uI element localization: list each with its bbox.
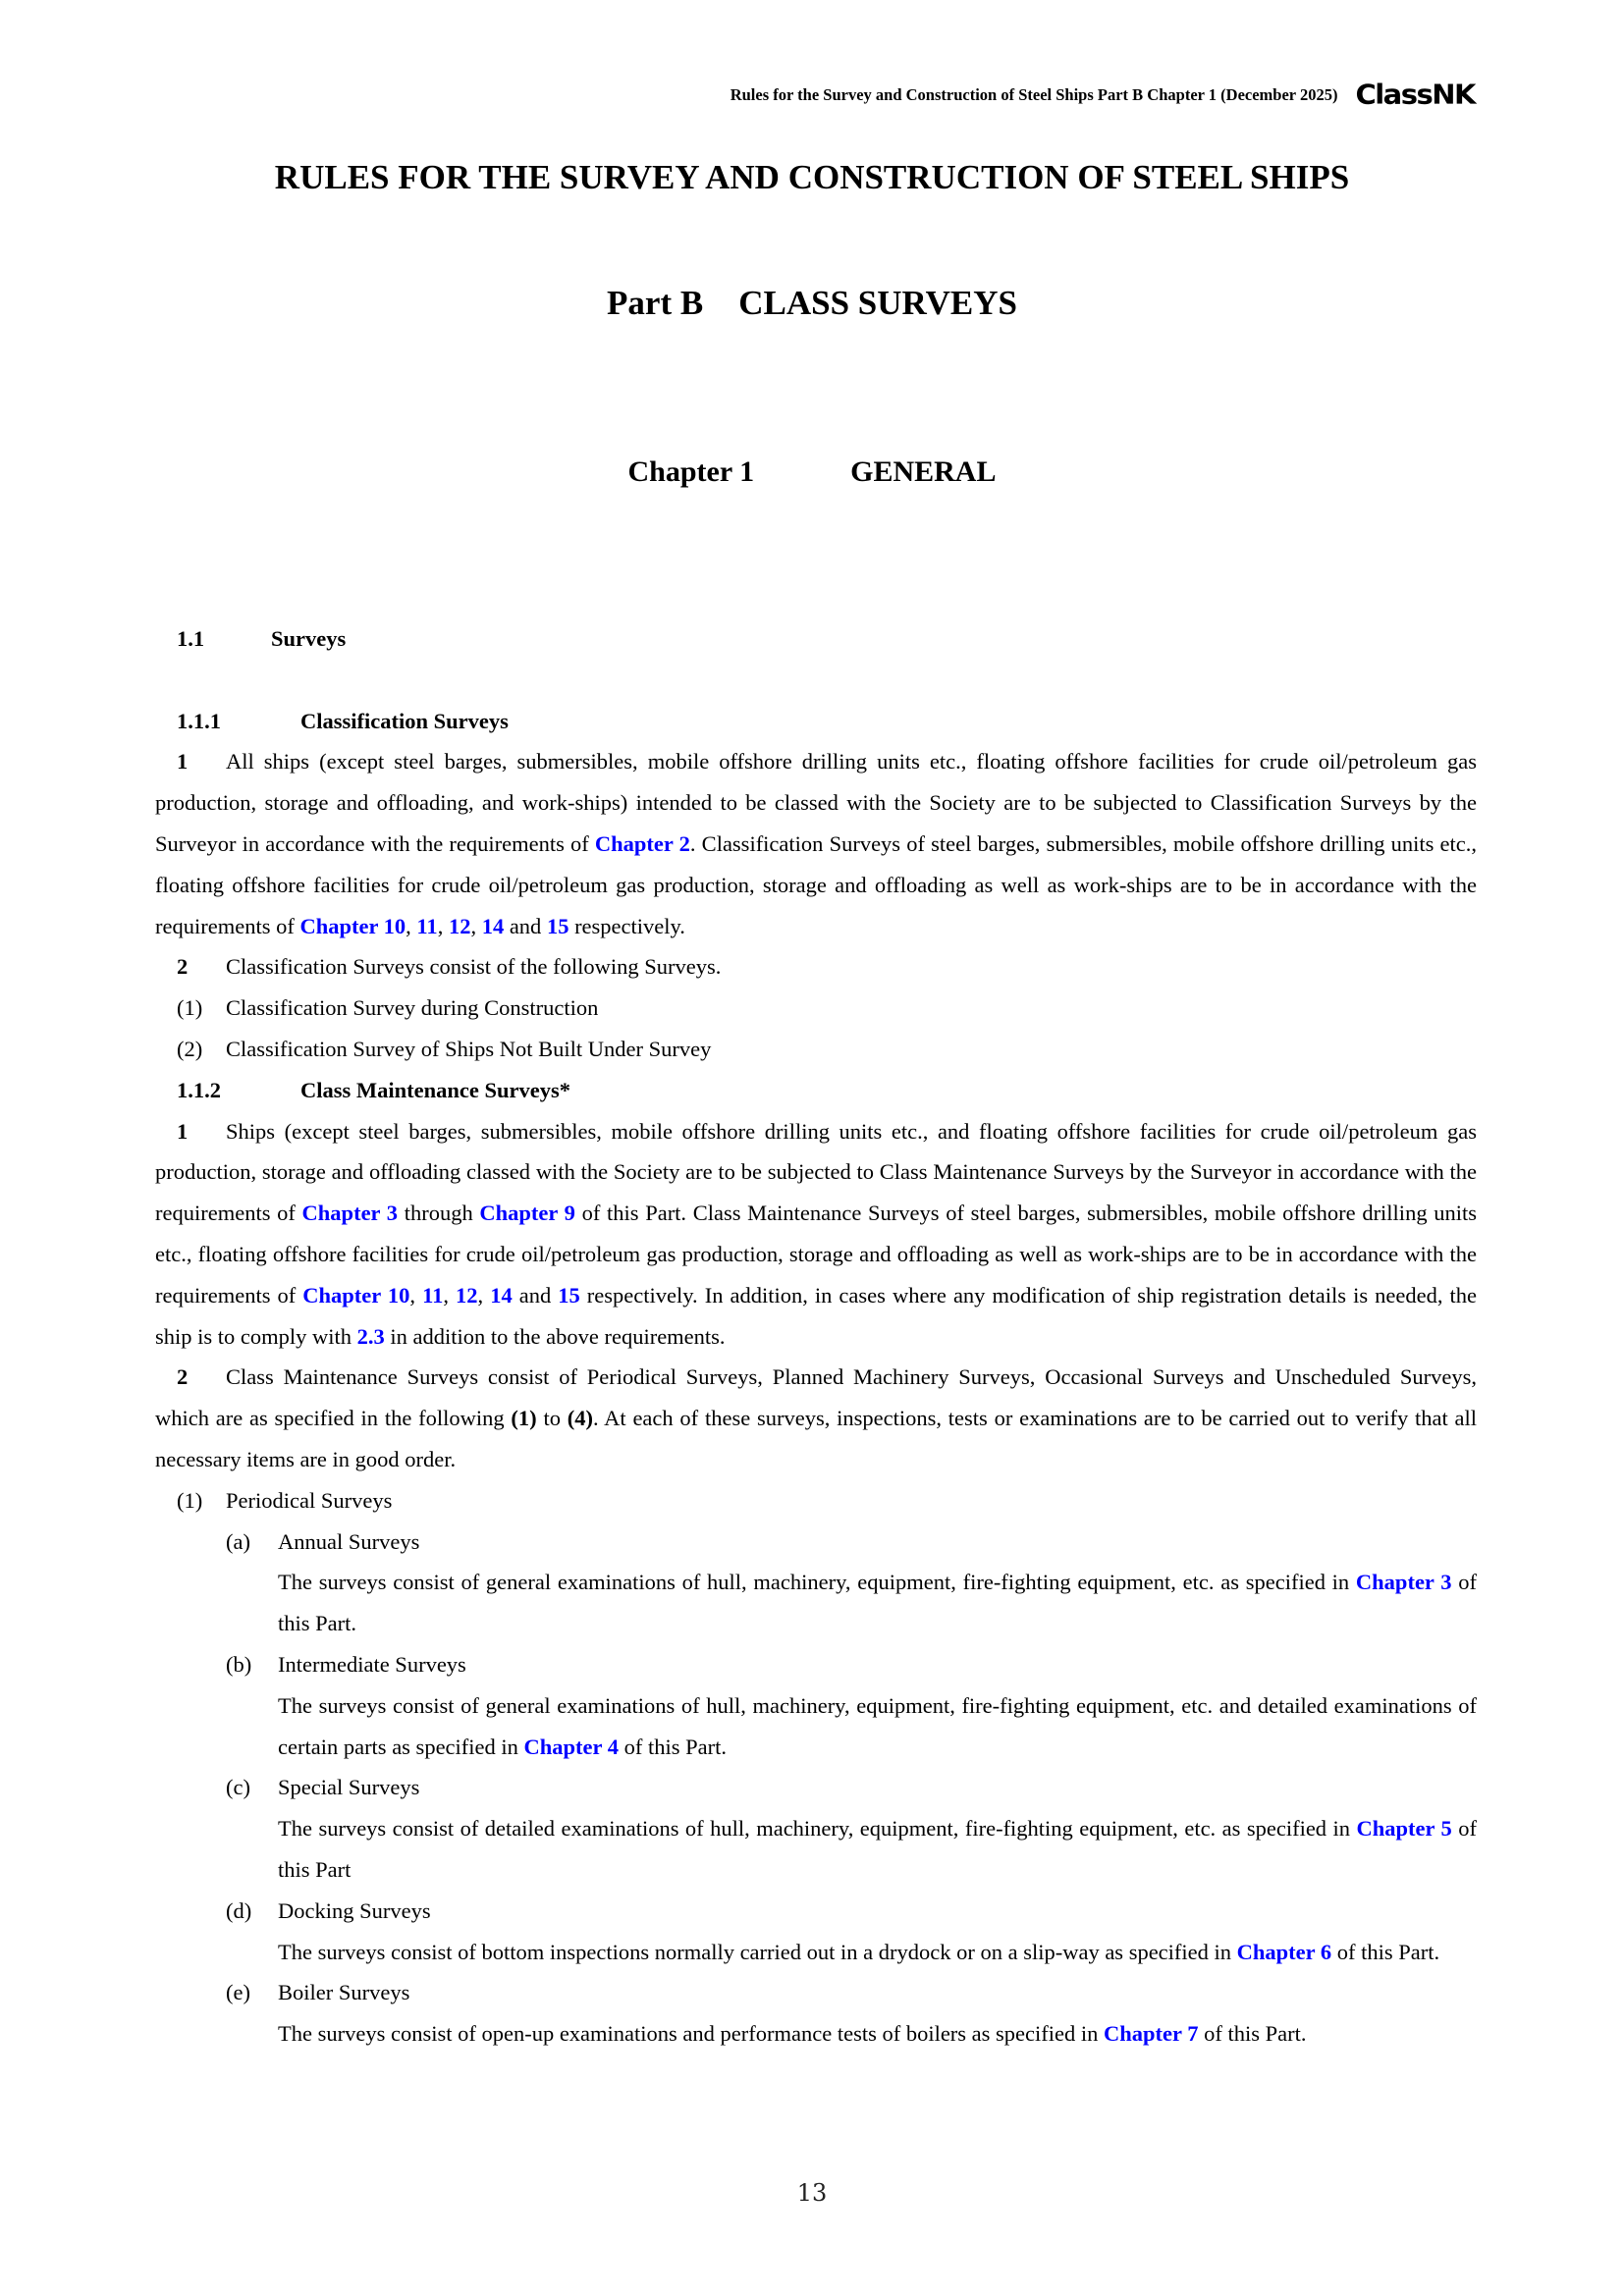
sub-item-heading: Docking Surveys (278, 1897, 431, 1923)
section-heading-1-1-1 (155, 701, 1477, 742)
sub-item-title (155, 1891, 1477, 1932)
link-chapter-7[interactable]: Chapter 7 (1104, 2021, 1199, 2047)
sub-item-label: (e) (226, 1980, 250, 2005)
sub-item-heading: Special Surveys (278, 1775, 420, 1800)
paragraph-text: Classification Surveys consist of the following Surveys. (226, 954, 722, 980)
separator: , (409, 1282, 423, 1308)
document-body (155, 618, 1477, 2055)
part-label: Part B (607, 284, 704, 322)
paragraph-text: of this Part (278, 1816, 1477, 1882)
chapter-label: Chapter 1 (627, 455, 755, 488)
paragraph-text: The surveys consist of general examinations of hull, machinery, equipment, fire-fighting equipment, etc. and detailed examinations of certain parts as specified in (278, 1692, 1477, 1759)
separator: , (406, 913, 417, 938)
link-chapter-3[interactable]: Chapter 3 (1355, 1570, 1452, 1595)
paragraph-text: The surveys consist of general examinations of hull, machinery, equipment, fire-fighting equipment, etc. as specified in (278, 1570, 1356, 1595)
sub-item-label: (c) (226, 1775, 250, 1800)
separator: , (470, 913, 482, 938)
paragraph-text: of this Part. (278, 1570, 1477, 1636)
link-chapter-14[interactable]: 14 (490, 1282, 513, 1308)
paragraph-1-1-2-1 (155, 1111, 1477, 1358)
section-heading-1-1-2 (155, 1070, 1477, 1111)
link-chapter-12[interactable]: 12 (448, 913, 471, 938)
part-title (0, 284, 1624, 323)
link-chapter-15[interactable]: 15 (546, 913, 569, 938)
paragraph-number: 2 (177, 1364, 189, 1390)
part-name: CLASS SURVEYS (738, 284, 1017, 322)
separator: , (437, 913, 449, 938)
link-chapter-10[interactable]: Chapter 10 (299, 913, 406, 938)
link-chapter-15[interactable]: 15 (558, 1282, 580, 1308)
paragraph-text: Class Maintenance Surveys consist of Periodical Surveys, Planned Machinery Surveys, Occasional Surveys and Unscheduled Surveys, which are as specified in the following (155, 1364, 1477, 1431)
list-item-label: (1) (177, 1487, 203, 1513)
paragraph-text: of this Part. (619, 1734, 727, 1759)
paragraph-text: . At each of these surveys, inspections, tests or examinations are to be carried out to verify that all necessary items are in good order. (155, 1406, 1477, 1471)
sub-item-label: (b) (226, 1651, 252, 1677)
paragraph-text: The surveys consist of detailed examinations of hull, machinery, equipment, fire-fighting equipment, etc. as specified in (278, 1816, 1357, 1842)
section-title: Class Maintenance Surveys* (300, 1077, 570, 1102)
paragraph-text: The surveys consist of bottom inspections normally carried out in a drydock or on a slip-way as specified in (278, 1939, 1237, 1964)
list-item-text: Classification Survey of Ships Not Built Under Survey (226, 1036, 712, 1061)
list-item-label: (1) (177, 995, 203, 1021)
list-item (155, 1029, 1477, 1070)
link-chapter-11[interactable]: 11 (422, 1282, 444, 1308)
paragraph-text: in addition to the above requirements. (384, 1323, 726, 1349)
sub-item-text (155, 1808, 1477, 1891)
link-chapter-14[interactable]: 14 (481, 913, 505, 938)
paragraph-text: respectively. In addition, in cases where any modification of ship registration details is needed, the ship is to comply with (155, 1282, 1478, 1349)
separator: and (504, 913, 547, 938)
paragraph-text: of this Part. (1331, 1939, 1440, 1964)
sub-item-title (155, 1972, 1477, 2013)
list-item (155, 988, 1477, 1029)
classnk-logo: ClassNK (1355, 78, 1475, 111)
section-number: 1.1.2 (177, 1077, 221, 1102)
paragraph-number: 1 (177, 749, 189, 774)
section-number: 1.1 (177, 626, 205, 651)
item-reference: (1) (511, 1406, 537, 1431)
sub-item-text (155, 1685, 1477, 1768)
paragraph-text: Ships (except steel barges, submersibles, mobile offshore drilling units etc., and floating offshore facilities for crude oil/petroleum gas production, storage and offloading classed with the Society are to be subjected to Class Maintenance Surveys by the Surveyor in accordance with the requirements of (155, 1118, 1477, 1226)
list-item-text: Periodical Surveys (226, 1487, 393, 1513)
running-header-title: Rules for the Survey and Construction of Steel Ships Part B Chapter 1 (December 2025) (730, 84, 1338, 104)
link-chapter-10[interactable]: Chapter 10 (302, 1282, 410, 1308)
sub-item-label: (a) (226, 1528, 250, 1554)
paragraph-number: 2 (177, 954, 189, 980)
link-chapter-12[interactable]: 12 (456, 1282, 478, 1308)
section-heading-1-1 (155, 618, 1477, 660)
paragraph-text: All ships (except steel barges, submersibles, mobile offshore drilling units etc., floating offshore facilities for crude oil/petroleum gas production, storage and offloading, and work-ships) intended to be classed with the Society are to be subjected to Classification Surveys by the Surveyor in accordance with the requirements of (155, 749, 1477, 856)
paragraph-1-1-1-1 (155, 741, 1477, 946)
sub-item-title (155, 1522, 1477, 1563)
sub-item-heading: Boiler Surveys (278, 1980, 410, 2005)
sub-item-text (155, 2013, 1477, 2055)
separator: , (477, 1282, 491, 1308)
sub-item-heading: Annual Surveys (278, 1528, 420, 1554)
sub-item-text (155, 1932, 1477, 1973)
paragraph-text: respectively. (568, 913, 685, 938)
list-item-label: (2) (177, 1036, 203, 1061)
paragraph-1-1-2-2 (155, 1357, 1477, 1479)
link-chapter-6[interactable]: Chapter 6 (1236, 1939, 1332, 1964)
paragraph-text: of this Part. (1198, 2021, 1307, 2047)
page-number: 13 (796, 2179, 828, 2207)
separator: and (512, 1282, 559, 1308)
separator: , (443, 1282, 457, 1308)
paragraph-text: The surveys consist of open-up examinations and performance tests of boilers as specified in (278, 2021, 1105, 2047)
chapter-title (0, 455, 1624, 489)
document-title: RULES FOR THE SURVEY AND CONSTRUCTION OF STEEL SHIPS (274, 158, 1350, 196)
paragraph-text: . Classification Surveys of steel barges, submersibles, mobile offshore drilling units etc., floating offshore facilities for crude oil/petroleum gas production, storage and offloading as well as work-ships are to be in accordance with the requirements of (155, 830, 1477, 938)
item-reference: (4) (567, 1406, 593, 1431)
sub-item-heading: Intermediate Surveys (278, 1651, 466, 1677)
paragraph-text: of this Part. Class Maintenance Surveys of steel barges, submersibles, mobile offshore drilling units etc., floating offshore facilities for crude oil/petroleum gas production, storage and offloading as well as work-ships are to be in accordance with the requirements of (155, 1201, 1477, 1308)
link-chapter-4[interactable]: Chapter 4 (523, 1734, 619, 1759)
list-item-text: Classification Survey during Construction (226, 995, 599, 1021)
paragraph-number: 1 (177, 1118, 189, 1144)
chapter-name: GENERAL (850, 455, 997, 488)
section-number: 1.1.1 (177, 708, 221, 733)
section-title: Surveys (271, 626, 347, 651)
link-section-2-3[interactable]: 2.3 (356, 1323, 385, 1349)
section-title: Classification Surveys (300, 708, 509, 733)
sub-item-title (155, 1767, 1477, 1808)
spacer (155, 660, 1477, 701)
link-chapter-2[interactable]: Chapter 2 (594, 830, 690, 856)
paragraph-1-1-1-2 (155, 946, 1477, 988)
link-chapter-5[interactable]: Chapter 5 (1356, 1816, 1452, 1842)
running-header (731, 80, 1475, 109)
paragraph-text: through (398, 1201, 480, 1226)
link-chapter-3[interactable]: Chapter 3 (301, 1201, 399, 1226)
list-item (155, 1480, 1477, 1522)
sub-item-text (155, 1562, 1477, 1644)
link-chapter-9[interactable]: Chapter 9 (479, 1201, 575, 1226)
paragraph-text: to (536, 1406, 568, 1431)
sub-item-title (155, 1644, 1477, 1685)
link-chapter-11[interactable]: 11 (416, 913, 438, 938)
sub-item-label: (d) (226, 1897, 252, 1923)
